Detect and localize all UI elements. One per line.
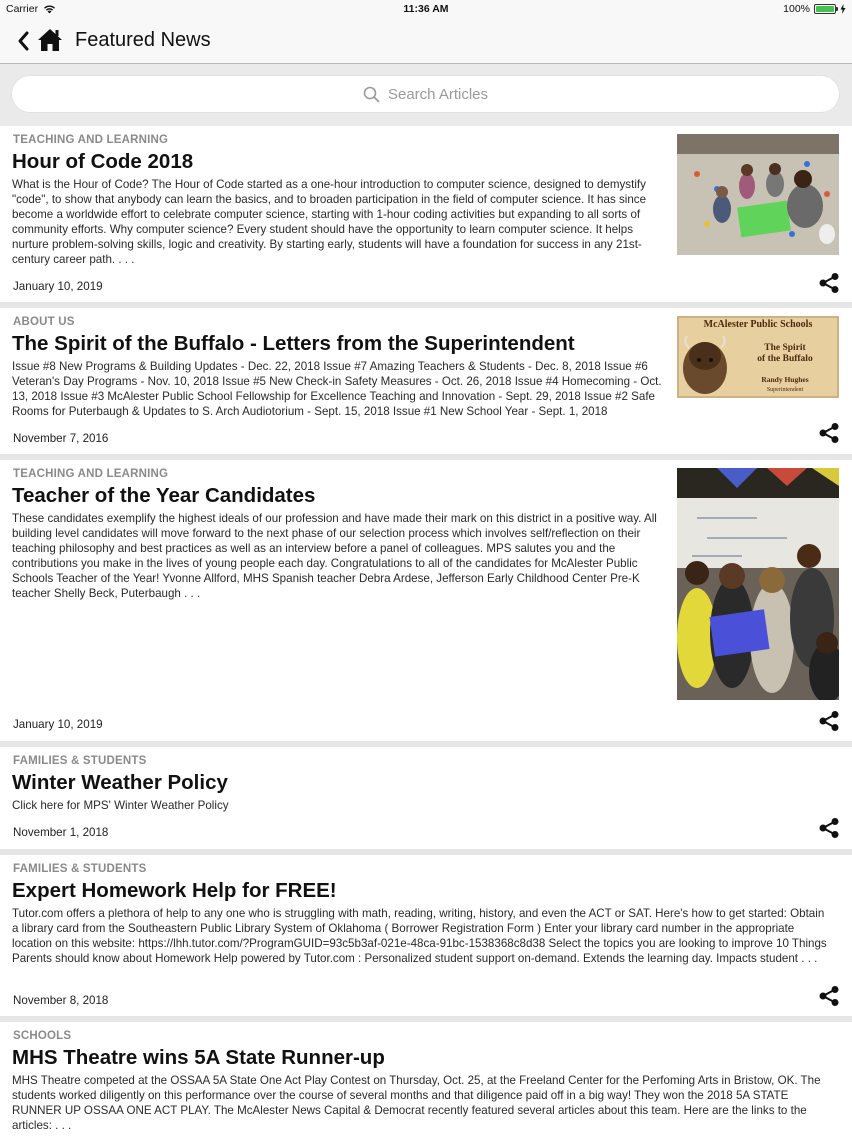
- share-icon[interactable]: [818, 710, 840, 732]
- article-category: TEACHING AND LEARNING: [13, 468, 169, 480]
- article-title[interactable]: Hour of Code 2018: [12, 150, 194, 173]
- article-date: November 7, 2016: [13, 432, 109, 445]
- article-item[interactable]: [0, 855, 852, 1022]
- share-icon[interactable]: [818, 817, 840, 839]
- article-date: January 10, 2019: [13, 718, 103, 731]
- article-item[interactable]: [0, 1022, 852, 1136]
- article-item[interactable]: [0, 308, 852, 460]
- search-bar-area: [0, 64, 852, 126]
- article-title[interactable]: The Spirit of the Buffalo - Letters from the Superintendent: [12, 332, 575, 355]
- article-title[interactable]: Teacher of the Year Candidates: [12, 484, 316, 507]
- spirit-of-buffalo-image: [677, 316, 839, 398]
- hour-of-code-photo: [677, 134, 839, 255]
- article-summary: These candidates exemplify the highest ideals of our profession and have made their mark on this district in a positive way. All building level candidates will move forward to the next phase of our selection process which involves self/reflection on their teaching philosophy and best practices as well as an interview before a panel of colleagues. MPS salutes you and the contributions you make in the lives of young people each day. Congratulations to all of the candidates for McAlester Public Schools Teacher of the Year! Yvonne Allford, MHS Spanish teacher Debra Ardese, Jefferson Early Childhood Center Pre-K teacher Shelly Beck, Puterbaugh . . .: [12, 512, 657, 600]
- article-summary: MHS Theatre competed at the OSSAA 5A State One Act Play Contest on Thursday, Oct. 25, at the Freeland Center for the Perfoming Arts in Bristow, OK. The students worked diligently on this performance over the course of several months and that diligence paid off in a big way! They won the 2018 5A STATE RUNNER UP OSSAA ONE ACT PLAY. The McAlester News Capital & Democrat recently featured several articles about this team. Here are the links to the articles: . . .: [12, 1074, 821, 1132]
- article-category: FAMILIES & STUDENTS: [13, 863, 147, 875]
- share-icon[interactable]: [818, 985, 840, 1007]
- article-thumbnail[interactable]: [677, 316, 839, 398]
- search-icon: [363, 86, 380, 103]
- logo-text-line: Randy Hughes: [761, 375, 809, 384]
- teacher-candidates-photo: [677, 468, 839, 700]
- article-item[interactable]: [0, 126, 852, 308]
- article-list[interactable]: [0, 126, 852, 1136]
- article-category: TEACHING AND LEARNING: [13, 134, 169, 146]
- share-icon[interactable]: [818, 422, 840, 444]
- article-title[interactable]: Winter Weather Policy: [12, 771, 228, 794]
- charging-bolt-icon: [840, 4, 846, 14]
- logo-text-line: Superintendent: [766, 387, 804, 393]
- article-summary: Issue #8 New Programs & Building Updates - Dec. 22, 2018 Issue #7 Amazing Teachers & Students - Dec. 8, 2018 Issue #6 Veteran's Day Programs - Nov. 10, 2018 Issue #5 New Check-in Safety Measures - Oct. 26, 2018 Issue #4 Homecoming - Oct. 13, 2018 Issue #3 McAlester Public School Fellowship for Excellence Teaching and Innovation - Sept. 29, 2018 Issue #2 Safe Rooms for Puterbaugh & Updates to S. Arch Audiotorium - Sept. 15, 2018 Issue #1 New School Year - Sept. 1, 2018: [12, 360, 662, 418]
- article-thumbnail[interactable]: [677, 134, 839, 255]
- page-title: Featured News: [75, 29, 211, 51]
- article-summary: What is the Hour of Code? The Hour of Code started as a one-hour introduction to computer science, designed to demystify "code", to show that anybody can learn the basics, and to broaden participation in the field of computer science. It has since become a worldwide effort to celebrate computer science, starting with 1-hour coding activities but expanding to all sorts of community efforts. Why computer science? Every student should have the opportunity to learn computer science. It helps nurture problem-solving skills, logic and creativity. By starting early, students will have a foundation for success in any 21st-century career path. . . .: [12, 178, 647, 266]
- article-date: November 1, 2018: [13, 826, 109, 839]
- search-input[interactable]: [12, 76, 839, 112]
- logo-text-line: The Spirit: [764, 343, 806, 353]
- navigation-bar: [0, 18, 852, 64]
- home-icon[interactable]: [36, 26, 64, 54]
- logo-text-line: of the Buffalo: [757, 354, 813, 364]
- article-date: January 10, 2019: [13, 280, 103, 293]
- battery-icon: [814, 4, 836, 14]
- article-summary: Tutor.com offers a plethora of help to any one who is struggling with math, reading, writing, history, and even the ACT or SAT. Here's how to get started: Obtain a library card from the Southeastern Public Library System of Oklahoma ( Borrower Registration Form ) Enter your library card number in the appropriate location on this website: https://lhh.tutor.com/?ProgramGUID=93c5b3af-021e-48ca-91bc-1538368c8d38 Select the topics you are looking to improve 10 Things Parents should know about Homework Help powered by Tutor.com : Personalized student support on-demand. Extends the learning day. Impacts student . . .: [12, 907, 827, 965]
- article-title[interactable]: MHS Theatre wins 5A State Runner-up: [12, 1046, 385, 1069]
- chevron-left-icon[interactable]: [14, 28, 34, 54]
- battery-percent: 100%: [783, 3, 810, 15]
- article-title[interactable]: Expert Homework Help for FREE!: [12, 879, 337, 902]
- article-date: November 8, 2018: [13, 994, 109, 1007]
- clock: 11:36 AM: [403, 3, 449, 15]
- article-summary: Click here for MPS' Winter Weather Policy: [12, 799, 229, 812]
- article-category: ABOUT US: [13, 316, 75, 328]
- article-category: SCHOOLS: [13, 1030, 72, 1042]
- battery-group: [783, 3, 846, 15]
- share-icon[interactable]: [818, 272, 840, 294]
- carrier-label: Carrier: [6, 3, 39, 15]
- search-placeholder: Search Articles: [387, 85, 489, 103]
- article-item[interactable]: [0, 460, 852, 747]
- article-item[interactable]: [0, 747, 852, 855]
- article-thumbnail[interactable]: [677, 468, 839, 700]
- logo-text-line: McAlester Public Schools: [703, 319, 813, 330]
- article-category: FAMILIES & STUDENTS: [13, 755, 147, 767]
- status-bar: [0, 0, 852, 18]
